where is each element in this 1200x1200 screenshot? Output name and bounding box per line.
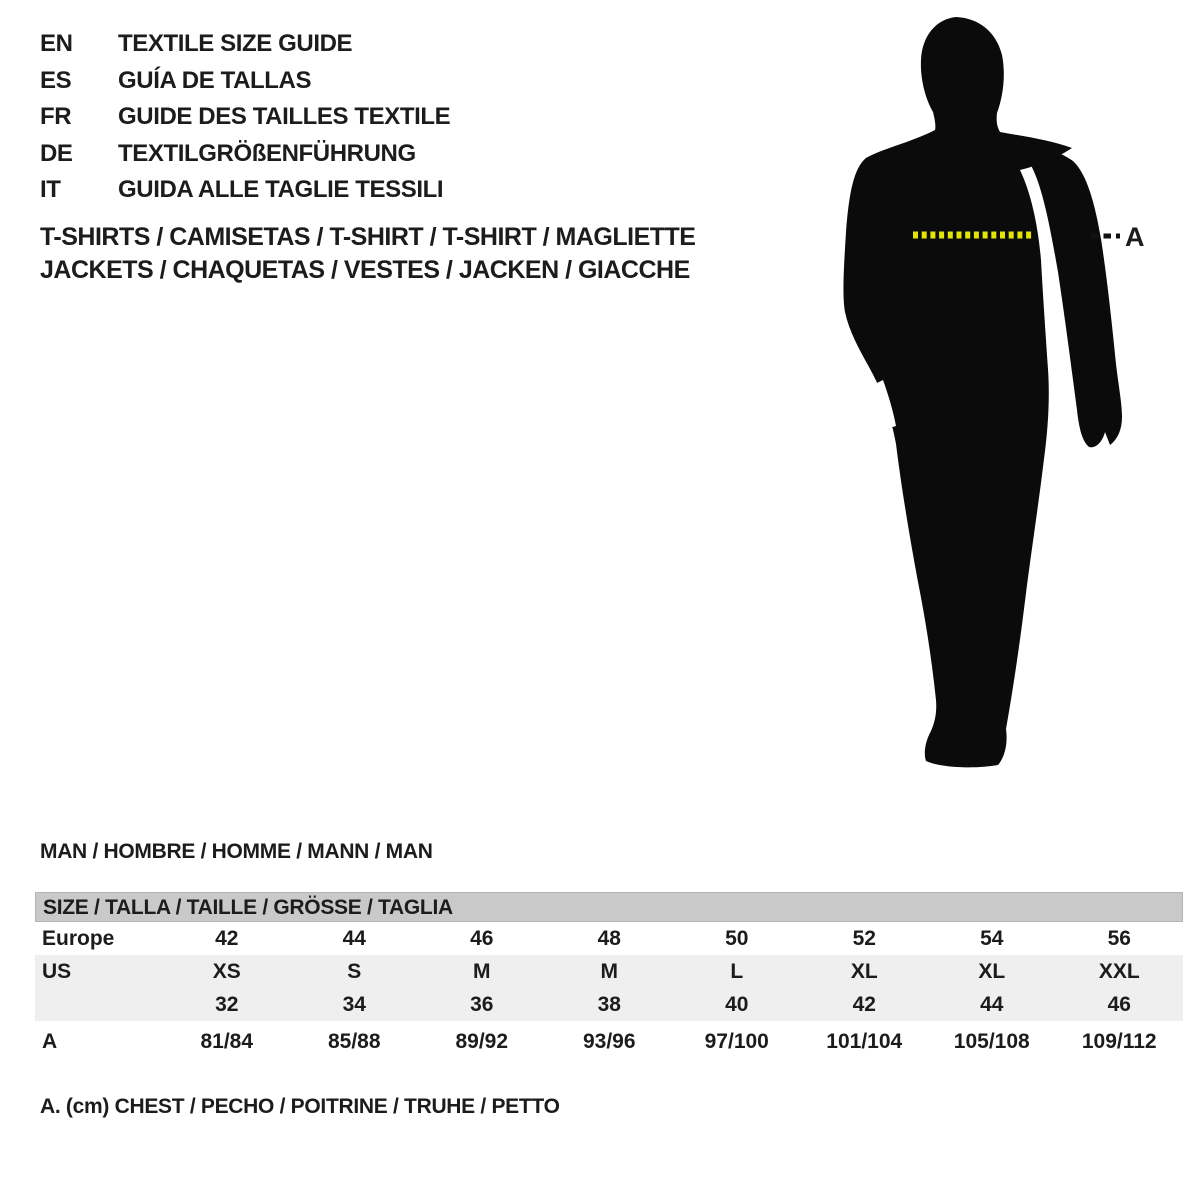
cell: 54 [980,927,1004,950]
cell: 81/84 [200,1030,254,1053]
cell: 32 [215,993,239,1016]
language-code: ES [40,66,72,94]
language-code: IT [40,176,61,203]
cell: 105/108 [953,1030,1030,1053]
row-label: Europe [42,927,115,950]
language-row-it [40,172,450,209]
language-row-fr [40,99,450,136]
language-row-es [40,63,450,100]
row-label: A [42,1030,58,1053]
cell: 109/112 [1081,1030,1157,1053]
language-label: TEXTILGRÖßENFÜHRUNG [118,139,416,167]
cell: L [730,960,744,983]
category-line-jackets: JACKETS / CHAQUETAS / VESTES / JACKEN / GIACCHE [40,256,690,284]
language-row-de [40,136,450,173]
cell: XXL [1098,960,1140,983]
language-row-en [40,26,450,63]
cell: XL [978,960,1006,983]
man-silhouette-figure [820,8,1165,783]
language-list [40,26,450,209]
chest-footnote: A. (cm) CHEST / PECHO / POITRINE / TRUHE / PETTO [40,1095,560,1118]
cell: 36 [470,993,494,1016]
table-row-europe [35,922,1183,955]
size-table [35,892,1183,1057]
cell: 97/100 [704,1030,769,1053]
cell: 50 [725,927,749,950]
table-row-us-numeric [35,988,1183,1021]
cell: 93/96 [582,1030,636,1053]
cell: 38 [597,993,621,1016]
row-label [35,988,163,1021]
row-label: US [42,960,72,983]
man-silhouette [843,17,1072,767]
language-label: GUIDE DES TAILLES TEXTILE [118,103,451,130]
cell: 101/104 [826,1030,903,1053]
cell: 85/88 [327,1030,381,1053]
language-code: DE [40,139,73,167]
cell: 44 [980,993,1004,1016]
cell: M [473,960,491,983]
cell: 89/92 [455,1030,509,1053]
measure-label-a: A [1125,222,1145,252]
cell: 56 [1107,927,1131,950]
category-line-tshirts: T-SHIRTS / CAMISETAS / T-SHIRT / T-SHIRT / MAGLIETTE [40,223,696,251]
category-list [40,221,695,287]
cell: 40 [725,993,749,1016]
section-title-man: MAN / HOMBRE / HOMME / MANN / MAN [40,840,433,863]
cell: 42 [852,993,876,1016]
language-label: TEXTILE SIZE GUIDE [118,30,353,57]
table-row-chest-a [35,1021,1183,1057]
cell: 44 [342,927,366,950]
cell: XL [850,960,878,983]
language-label: GUÍA DE TALLAS [118,66,312,94]
language-code: EN [40,30,73,57]
cell: 46 [1107,993,1131,1016]
cell: 52 [852,927,876,950]
cell: M [600,960,618,983]
cell: 48 [597,927,621,950]
size-table-header: SIZE / TALLA / TAILLE / GRÖSSE / TAGLIA [35,892,1183,922]
table-row-us [35,955,1183,988]
cell: S [347,960,362,983]
cell: 42 [215,927,239,950]
language-label: GUIDA ALLE TAGLIE TESSILI [118,176,444,203]
cell: XS [212,960,241,983]
cell: 34 [342,993,366,1016]
cell: 46 [470,927,494,950]
language-code: FR [40,103,72,130]
